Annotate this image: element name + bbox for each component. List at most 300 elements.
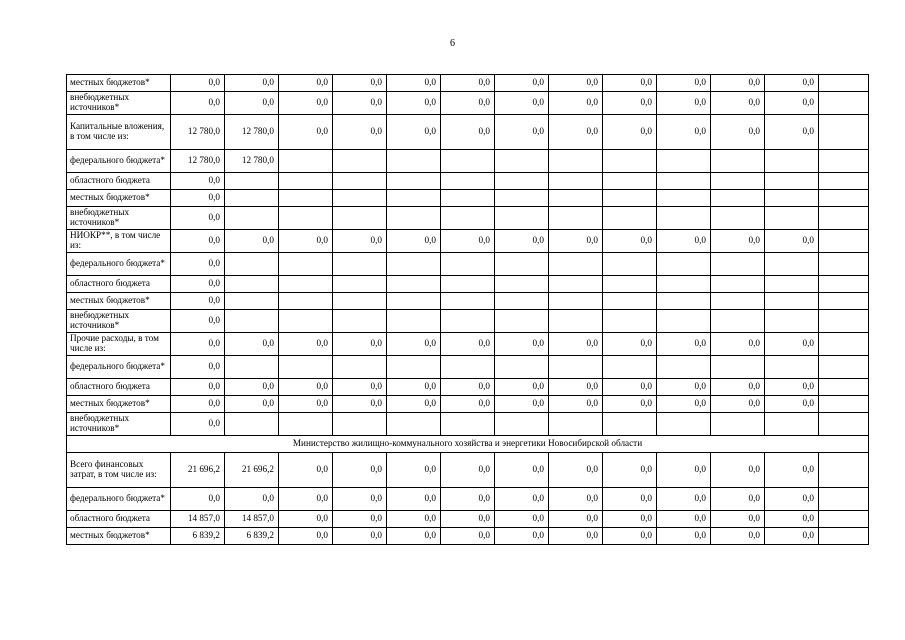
value-cell: 0,0: [441, 396, 495, 413]
value-cell: 0,0: [657, 379, 711, 396]
value-cell: 0,0: [711, 396, 765, 413]
value-cell: [225, 276, 279, 293]
value-cell: [549, 207, 603, 230]
value-cell: 0,0: [333, 511, 387, 528]
value-cell: [549, 173, 603, 190]
value-cell: [225, 356, 279, 379]
table-row: [67, 173, 869, 190]
value-cell: 0,0: [711, 230, 765, 253]
value-cell: [495, 276, 549, 293]
table-row: [67, 207, 869, 230]
empty-cell: [819, 293, 869, 310]
value-cell: 0,0: [495, 379, 549, 396]
table-row: [67, 92, 869, 115]
value-cell: 0,0: [765, 396, 819, 413]
value-cell: [279, 413, 333, 436]
value-cell: 0,0: [657, 92, 711, 115]
value-cell: [549, 276, 603, 293]
value-cell: 0,0: [171, 173, 225, 190]
value-cell: 0,0: [603, 528, 657, 545]
value-cell: 0,0: [225, 488, 279, 511]
value-cell: [711, 413, 765, 436]
table-row: [67, 511, 869, 528]
value-cell: 0,0: [171, 253, 225, 276]
value-cell: [441, 207, 495, 230]
value-cell: 0,0: [657, 511, 711, 528]
empty-cell: [819, 92, 869, 115]
value-cell: 0,0: [171, 310, 225, 333]
value-cell: [495, 150, 549, 173]
value-cell: 0,0: [495, 488, 549, 511]
value-cell: [657, 173, 711, 190]
value-cell: [657, 150, 711, 173]
value-cell: 0,0: [171, 379, 225, 396]
value-cell: [333, 173, 387, 190]
table-row: [67, 356, 869, 379]
value-cell: [549, 150, 603, 173]
value-cell: 0,0: [711, 528, 765, 545]
value-cell: [333, 150, 387, 173]
table-row: [67, 75, 869, 92]
value-cell: [333, 207, 387, 230]
value-cell: 0,0: [549, 75, 603, 92]
value-cell: 21 696,2: [171, 453, 225, 488]
empty-cell: [819, 488, 869, 511]
value-cell: 0,0: [171, 92, 225, 115]
empty-cell: [819, 230, 869, 253]
table-row: [67, 293, 869, 310]
value-cell: 0,0: [657, 115, 711, 150]
empty-cell: [819, 413, 869, 436]
table-row: [67, 310, 869, 333]
empty-cell: [819, 528, 869, 545]
value-cell: [387, 253, 441, 276]
value-cell: 0,0: [603, 230, 657, 253]
row-label: областного бюджета: [67, 379, 171, 396]
value-cell: [495, 253, 549, 276]
row-label: областного бюджета: [67, 511, 171, 528]
row-label: Капитальные вложения, в том числе из:: [67, 115, 171, 150]
value-cell: [603, 276, 657, 293]
row-label: местных бюджетов*: [67, 396, 171, 413]
value-cell: 0,0: [711, 453, 765, 488]
empty-cell: [819, 310, 869, 333]
value-cell: 0,0: [657, 453, 711, 488]
value-cell: 0,0: [441, 115, 495, 150]
value-cell: 0,0: [603, 92, 657, 115]
value-cell: 0,0: [711, 92, 765, 115]
value-cell: 0,0: [441, 379, 495, 396]
value-cell: 0,0: [225, 396, 279, 413]
row-label: местных бюджетов*: [67, 190, 171, 207]
value-cell: 0,0: [441, 528, 495, 545]
value-cell: 0,0: [279, 528, 333, 545]
row-label: федерального бюджета*: [67, 253, 171, 276]
value-cell: 0,0: [765, 75, 819, 92]
value-cell: 0,0: [441, 92, 495, 115]
row-label: местных бюджетов*: [67, 75, 171, 92]
value-cell: 0,0: [765, 453, 819, 488]
value-cell: 0,0: [765, 488, 819, 511]
row-label: областного бюджета: [67, 173, 171, 190]
value-cell: 0,0: [711, 75, 765, 92]
value-cell: [549, 293, 603, 310]
empty-cell: [819, 150, 869, 173]
value-cell: 0,0: [171, 413, 225, 436]
value-cell: 0,0: [549, 115, 603, 150]
value-cell: [765, 253, 819, 276]
value-cell: [495, 293, 549, 310]
value-cell: [711, 173, 765, 190]
value-cell: 0,0: [765, 230, 819, 253]
value-cell: [495, 356, 549, 379]
value-cell: [603, 293, 657, 310]
value-cell: [765, 310, 819, 333]
value-cell: 12 780,0: [171, 150, 225, 173]
empty-cell: [819, 511, 869, 528]
value-cell: 0,0: [711, 115, 765, 150]
value-cell: 0,0: [279, 230, 333, 253]
value-cell: 0,0: [441, 333, 495, 356]
value-cell: [441, 356, 495, 379]
value-cell: 0,0: [603, 488, 657, 511]
value-cell: [765, 190, 819, 207]
row-label: федерального бюджета*: [67, 150, 171, 173]
table-row: [67, 115, 869, 150]
value-cell: 6 839,2: [225, 528, 279, 545]
value-cell: 0,0: [333, 379, 387, 396]
value-cell: [603, 150, 657, 173]
empty-cell: [819, 333, 869, 356]
value-cell: 0,0: [225, 379, 279, 396]
value-cell: [441, 293, 495, 310]
value-cell: 0,0: [387, 92, 441, 115]
value-cell: [711, 253, 765, 276]
value-cell: 0,0: [279, 333, 333, 356]
value-cell: 0,0: [279, 115, 333, 150]
value-cell: [225, 293, 279, 310]
value-cell: [657, 356, 711, 379]
value-cell: 0,0: [387, 333, 441, 356]
section-header-row: [67, 436, 869, 453]
value-cell: [711, 190, 765, 207]
value-cell: 0,0: [279, 92, 333, 115]
value-cell: [387, 356, 441, 379]
table-row: [67, 528, 869, 545]
value-cell: 0,0: [387, 115, 441, 150]
value-cell: [765, 207, 819, 230]
value-cell: [711, 276, 765, 293]
value-cell: 14 857,0: [171, 511, 225, 528]
value-cell: 0,0: [387, 511, 441, 528]
value-cell: [387, 207, 441, 230]
row-label: федерального бюджета*: [67, 356, 171, 379]
value-cell: [603, 310, 657, 333]
value-cell: 12 780,0: [171, 115, 225, 150]
value-cell: [657, 413, 711, 436]
value-cell: 0,0: [225, 230, 279, 253]
value-cell: 0,0: [495, 511, 549, 528]
value-cell: [279, 356, 333, 379]
section-title: Министерство жилищно-коммунального хозяйства и энергетики Новосибирской области: [67, 436, 869, 453]
value-cell: 0,0: [387, 453, 441, 488]
value-cell: [387, 293, 441, 310]
value-cell: 0,0: [711, 488, 765, 511]
value-cell: 0,0: [441, 488, 495, 511]
value-cell: 12 780,0: [225, 115, 279, 150]
table-body: [67, 75, 869, 545]
value-cell: [765, 356, 819, 379]
value-cell: [333, 310, 387, 333]
table-row: [67, 190, 869, 207]
row-label: Всего финансовых затрат, в том числе из:: [67, 453, 171, 488]
empty-cell: [819, 396, 869, 413]
row-label: НИОКР**, в том числе из:: [67, 230, 171, 253]
value-cell: 0,0: [279, 511, 333, 528]
value-cell: 0,0: [603, 396, 657, 413]
value-cell: [225, 413, 279, 436]
value-cell: 0,0: [765, 379, 819, 396]
page-number: 6: [450, 38, 455, 49]
value-cell: [333, 253, 387, 276]
value-cell: [765, 413, 819, 436]
value-cell: [387, 413, 441, 436]
value-cell: 0,0: [549, 92, 603, 115]
value-cell: 0,0: [171, 333, 225, 356]
value-cell: [657, 207, 711, 230]
value-cell: 0,0: [549, 528, 603, 545]
value-cell: [333, 413, 387, 436]
value-cell: 12 780,0: [225, 150, 279, 173]
empty-cell: [819, 276, 869, 293]
value-cell: 0,0: [495, 396, 549, 413]
value-cell: 0,0: [549, 453, 603, 488]
value-cell: 0,0: [387, 230, 441, 253]
value-cell: 0,0: [711, 379, 765, 396]
value-cell: 0,0: [765, 333, 819, 356]
value-cell: [603, 207, 657, 230]
value-cell: 0,0: [495, 528, 549, 545]
value-cell: [603, 190, 657, 207]
value-cell: [495, 173, 549, 190]
value-cell: 21 696,2: [225, 453, 279, 488]
value-cell: 0,0: [549, 333, 603, 356]
value-cell: 6 839,2: [171, 528, 225, 545]
value-cell: [279, 276, 333, 293]
value-cell: [441, 310, 495, 333]
value-cell: [549, 253, 603, 276]
value-cell: 0,0: [171, 190, 225, 207]
value-cell: 0,0: [171, 293, 225, 310]
value-cell: [387, 310, 441, 333]
table-row: [67, 396, 869, 413]
value-cell: 0,0: [441, 453, 495, 488]
value-cell: [279, 310, 333, 333]
row-label: местных бюджетов*: [67, 293, 171, 310]
row-label: внебюджетных источников*: [67, 207, 171, 230]
value-cell: [441, 413, 495, 436]
table-row: [67, 413, 869, 436]
value-cell: 0,0: [225, 333, 279, 356]
value-cell: [279, 207, 333, 230]
value-cell: [387, 173, 441, 190]
empty-cell: [819, 173, 869, 190]
value-cell: [441, 190, 495, 207]
table-row: [67, 253, 869, 276]
value-cell: 14 857,0: [225, 511, 279, 528]
value-cell: [657, 253, 711, 276]
value-cell: 0,0: [441, 511, 495, 528]
row-label: Прочие расходы, в том числе из:: [67, 333, 171, 356]
value-cell: 0,0: [171, 276, 225, 293]
value-cell: [225, 173, 279, 190]
value-cell: 0,0: [225, 75, 279, 92]
value-cell: 0,0: [441, 75, 495, 92]
empty-cell: [819, 115, 869, 150]
value-cell: [711, 150, 765, 173]
value-cell: 0,0: [333, 92, 387, 115]
empty-cell: [819, 75, 869, 92]
value-cell: 0,0: [603, 453, 657, 488]
value-cell: [549, 310, 603, 333]
row-label: внебюджетных источников*: [67, 413, 171, 436]
value-cell: 0,0: [495, 115, 549, 150]
value-cell: 0,0: [441, 230, 495, 253]
value-cell: [657, 310, 711, 333]
value-cell: [603, 253, 657, 276]
value-cell: 0,0: [333, 453, 387, 488]
empty-cell: [819, 453, 869, 488]
value-cell: [387, 190, 441, 207]
value-cell: 0,0: [765, 115, 819, 150]
value-cell: 0,0: [333, 230, 387, 253]
value-cell: 0,0: [549, 511, 603, 528]
row-label: внебюджетных источников*: [67, 310, 171, 333]
table-row: [67, 488, 869, 511]
empty-cell: [819, 190, 869, 207]
value-cell: [225, 207, 279, 230]
value-cell: [441, 150, 495, 173]
value-cell: 0,0: [171, 230, 225, 253]
value-cell: 0,0: [279, 488, 333, 511]
value-cell: [441, 253, 495, 276]
table-row: [67, 453, 869, 488]
value-cell: [333, 190, 387, 207]
value-cell: [279, 253, 333, 276]
value-cell: 0,0: [711, 333, 765, 356]
value-cell: [711, 356, 765, 379]
value-cell: 0,0: [711, 511, 765, 528]
value-cell: 0,0: [225, 92, 279, 115]
empty-cell: [819, 207, 869, 230]
value-cell: 0,0: [333, 333, 387, 356]
value-cell: [711, 207, 765, 230]
value-cell: [549, 356, 603, 379]
value-cell: [495, 207, 549, 230]
empty-cell: [819, 253, 869, 276]
value-cell: [765, 173, 819, 190]
value-cell: 0,0: [603, 511, 657, 528]
value-cell: [495, 310, 549, 333]
value-cell: 0,0: [765, 528, 819, 545]
value-cell: 0,0: [495, 92, 549, 115]
value-cell: 0,0: [279, 453, 333, 488]
value-cell: 0,0: [171, 75, 225, 92]
value-cell: 0,0: [171, 207, 225, 230]
value-cell: [495, 413, 549, 436]
value-cell: [657, 293, 711, 310]
value-cell: 0,0: [171, 488, 225, 511]
value-cell: [279, 190, 333, 207]
value-cell: 0,0: [495, 333, 549, 356]
empty-cell: [819, 379, 869, 396]
value-cell: [387, 276, 441, 293]
value-cell: [657, 190, 711, 207]
value-cell: [333, 276, 387, 293]
value-cell: [225, 253, 279, 276]
value-cell: 0,0: [387, 379, 441, 396]
value-cell: [441, 276, 495, 293]
value-cell: 0,0: [657, 75, 711, 92]
value-cell: 0,0: [495, 230, 549, 253]
row-label: местных бюджетов*: [67, 528, 171, 545]
value-cell: 0,0: [387, 75, 441, 92]
value-cell: [549, 413, 603, 436]
value-cell: 0,0: [495, 75, 549, 92]
value-cell: [387, 150, 441, 173]
table-row: [67, 276, 869, 293]
value-cell: 0,0: [387, 488, 441, 511]
value-cell: 0,0: [333, 488, 387, 511]
value-cell: [279, 173, 333, 190]
value-cell: [657, 276, 711, 293]
value-cell: 0,0: [549, 379, 603, 396]
table-row: [67, 333, 869, 356]
value-cell: 0,0: [765, 511, 819, 528]
value-cell: 0,0: [603, 115, 657, 150]
value-cell: 0,0: [279, 75, 333, 92]
value-cell: [225, 310, 279, 333]
value-cell: [333, 293, 387, 310]
row-label: областного бюджета: [67, 276, 171, 293]
value-cell: [603, 413, 657, 436]
value-cell: [279, 150, 333, 173]
value-cell: [711, 293, 765, 310]
value-cell: 0,0: [549, 396, 603, 413]
row-label: федерального бюджета*: [67, 488, 171, 511]
value-cell: [711, 310, 765, 333]
value-cell: 0,0: [495, 453, 549, 488]
value-cell: 0,0: [549, 488, 603, 511]
value-cell: [765, 276, 819, 293]
value-cell: 0,0: [603, 75, 657, 92]
value-cell: 0,0: [657, 396, 711, 413]
value-cell: [603, 173, 657, 190]
value-cell: [333, 356, 387, 379]
value-cell: 0,0: [333, 75, 387, 92]
budget-table: [66, 74, 869, 545]
value-cell: 0,0: [657, 230, 711, 253]
value-cell: 0,0: [387, 528, 441, 545]
value-cell: 0,0: [333, 115, 387, 150]
value-cell: 0,0: [333, 396, 387, 413]
value-cell: 0,0: [657, 488, 711, 511]
empty-cell: [819, 356, 869, 379]
value-cell: [495, 190, 549, 207]
table-row: [67, 150, 869, 173]
value-cell: 0,0: [603, 333, 657, 356]
value-cell: [225, 190, 279, 207]
